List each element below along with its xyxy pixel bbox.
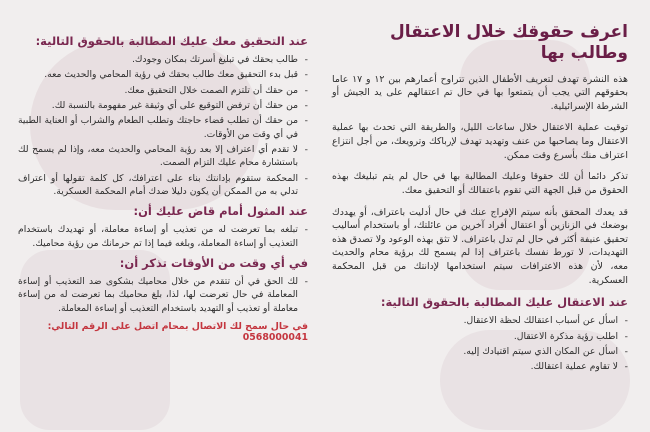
investigation-rights-list — [18, 53, 308, 198]
timing-paragraph: توقيت عملية الاعتقال خلال ساعات الليل، والطريقة التي تحدث بها عملية الاعتقال وما يصاحبها من عنف وتهديد تهدف لإرباكك وترويعك، من أجل انتزاع اعتراف منك بأسرع وقت ممكن. — [332, 122, 628, 161]
intro-paragraph: هذه النشرة تهدف لتعريف الأطفال الذين تتراوح أعمارهم بين ١٢ و ١٧ عاما بحقوقهم التي يجب أن يتمتعوا بها في حال تم اعتقالهم على يد الجيش أو الشرطة الإسرائيلية. — [332, 73, 628, 112]
judge-heading: عند المثول أمام قاض عليك أن: — [133, 204, 308, 219]
list-item: - اسأل عن المكان الذي سيتم اقتيادك إليه. — [332, 345, 628, 358]
list-item: - اطلب رؤية مذكرة الاعتقال. — [332, 330, 628, 343]
list-item: - لك الحق في أن تتقدم من خلال محاميك بشكوى ضد التعذيب أو إساءة المعاملة في حال تعرضت لها، لذا، بلغ محاميك بما تعرضت له من إساءة معاملة أو تعذيب أو التهديد باستخدام التعذيب أو إساءة المعاملة. — [18, 275, 308, 315]
list-item: - تبلغه بما تعرضت له من تعذيب أو إساءة معاملة، أو تهديدك باستخدام التعذيب أو إساءة المعاملة، وبلغه فيما إذا تم حرمانك من رؤية محاميك. — [18, 223, 308, 250]
list-item: - طالب بحقك في تبليغ أسرتك بمكان وجودك. — [18, 53, 308, 66]
anytime-list — [18, 275, 308, 315]
arrest-rights-list — [332, 314, 628, 373]
list-item: - قبل بدء التحقيق معك طالب بحقك في رؤية المحامي والحديث معه. — [18, 68, 308, 81]
list-item: - اسأل عن أسباب اعتقالك لحظة الاعتقال. — [332, 314, 628, 327]
lawyer-contact-line — [18, 321, 308, 343]
anytime-heading: في أي وقت من الأوقات تذكر أن: — [119, 256, 308, 270]
list-item: - من حقك أن تلتزم الصمت خلال التحقيق معك. — [18, 84, 308, 97]
list-item: - المحكمة ستقوم بإدانتك بناء على اعترافك، كل كلمة تقولها أو اعتراف تدلي به من الممكن أن يكون دليلا ضدك أمام المحكمة العسكرية. — [18, 172, 308, 199]
left-column — [0, 0, 320, 432]
rights-reminder-paragraph: تذكر دائما أن لك حقوقا وعليك المطالبة بها في حال لم يتم تبليغك بهذه الحقوق من قبل الجهة التي تقوم باعتقالك أو التحقيق معك. — [332, 171, 628, 196]
page-title: اعرف حقوقك خلال الاعتقال وطالب بها — [390, 22, 628, 64]
interrogator-warning-paragraph: قد يعدك المحقق بأنه سيتم الإفراج عنك في حال أدليت باعتراف، أو يهددك بوضعك في الزنازين أو اعتقال أفراد آخرين من عائلتك، أو باستخدام أساليب تحقيق عنيفة أكثر في حال لم تدل باعتراف. لا تثق بهذه الوعود ولا تصدق هذه التهديدات، لا تورط نفسك باعتراف إذا لم يسمح لك برؤية محام والحديث معه، لأن هذه الاعترافات سيتم استخدامها لإدانتك من قبل المحكمة العسكرية. — [332, 206, 628, 286]
investigation-rights-heading: عند التحقيق معك عليك المطالبة بالحقوق التالية: — [35, 34, 308, 48]
list-item: - من حقك أن ترفض التوقيع على أي وثيقة غير مفهومة بالنسبة لك. — [18, 99, 308, 112]
lawyer-phone-number: 0568000041 — [242, 331, 308, 343]
lawyer-contact-text: في حال سمح لك الاتصال بمحام اتصل على الرقم التالي: — [47, 320, 308, 332]
right-column — [320, 0, 650, 432]
list-item: - لا تقاوم عملية اعتقالك. — [332, 360, 628, 373]
list-item: - من حقك أن تطلب قضاء حاجتك وتطلب الطعام والشراب أو العناية الطبية في أي وقت من الأوقات. — [18, 114, 308, 141]
judge-list — [18, 223, 308, 250]
arrest-rights-heading: عند الاعتقال عليك المطالبة بالحقوق التالية: — [380, 295, 628, 310]
list-item: - لا تقدم أي اعتراف إلا بعد رؤية المحامي والحديث معه، وإذا لم يسمح لك باستشارة محام عليك التزام الصمت. — [18, 143, 308, 170]
